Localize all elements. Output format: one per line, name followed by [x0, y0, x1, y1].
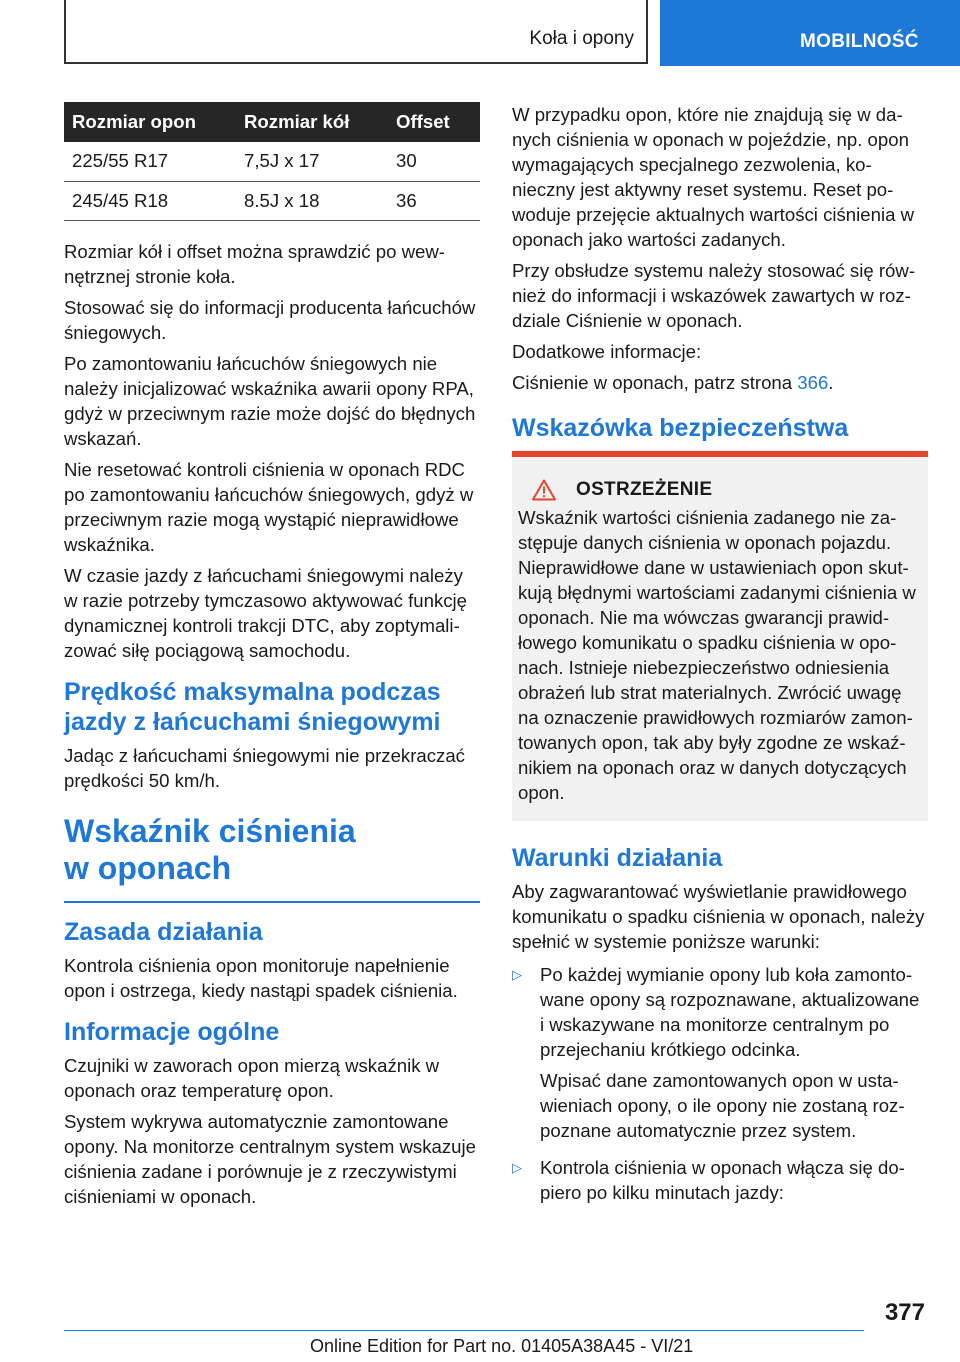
- list-item-subtext: Wpisać dane zamontowanych opon w ustawieniach opony, o ile opony nie zostaną rozpoznane automatycznie przez system.: [540, 1070, 905, 1141]
- heading-divider: [64, 901, 480, 903]
- table-cell: 36: [388, 181, 480, 220]
- chapter-heading: [64, 813, 480, 887]
- table-cell: 7,5J x 17: [236, 142, 388, 181]
- warning-title: OSTRZEŻENIE: [576, 479, 713, 500]
- table-cell: 245/45 R18: [64, 181, 236, 220]
- paragraph: W czasie jazdy z łańcuchami śniegowymi należy w razie potrzeby tymczasowo aktywować funkcję dynamicznej kontroli trakcji DTC, aby zoptymalizować siłę pociągową samochodu.: [64, 564, 468, 661]
- warning-header: [532, 479, 922, 501]
- bullet-arrow-icon: ▷: [512, 967, 522, 982]
- paragraph: Czujniki w zaworach opon mierzą wskaźnik w oponach oraz temperaturę opon.: [64, 1054, 440, 1101]
- paragraph: System wykrywa automatycznie zamontowane opony. Na monitorze centralnym system wskazuje ciśnienia zadane i porównuje je z rzeczywistymi ciśnieniami w oponach.: [64, 1110, 476, 1207]
- paragraph: Przy obsłudze systemu należy stosować się również do informacji i wskazówek zawartych w rozdziale Ciśnienie w oponach.: [512, 260, 916, 331]
- paragraph: Rozmiar kół i offset można sprawdzić po wewnętrznej stronie koła.: [64, 240, 445, 287]
- reference-suffix: .: [828, 372, 834, 393]
- header-section-box: [660, 0, 960, 66]
- reference-text: Ciśnienie w oponach, patrz strona: [512, 372, 798, 393]
- table-cell: 8.5J x 18: [236, 181, 388, 220]
- table-cell: 225/55 R17: [64, 142, 236, 181]
- section-title: MOBILNOŚĆ: [800, 31, 919, 52]
- table-header-cell: Rozmiar opon: [64, 102, 236, 142]
- wheel-size-table: [64, 102, 480, 221]
- bullet-arrow-icon: ▷: [512, 1160, 522, 1175]
- list-item: [512, 1155, 928, 1211]
- heading-safety: Wskazówka bezpieczeństwa: [512, 414, 849, 442]
- paragraph: Aby zagwarantować wyświetlanie prawidłowego komunikatu o spadku ciśnienia w oponach, należy spełnić w systemie poniższe warunki:: [512, 881, 925, 952]
- paragraph: Jadąc z łańcuchami śniegowymi nie przekraczać prędkości 50 km/h.: [64, 744, 465, 791]
- right-column: [512, 102, 928, 1217]
- table-header-cell: Offset: [388, 102, 480, 142]
- list-item-text: Po każdej wymianie opony lub koła zamontowane opony są rozpoznawane, aktualizowane i wskazywane na monitorze centralnym po przejechaniu krótkiego odcinka.: [540, 964, 920, 1060]
- chapter-title: Koła i opony: [529, 28, 634, 49]
- paragraph: Dodatkowe informacje:: [512, 341, 702, 362]
- heading-conditions: Warunki działania: [512, 844, 723, 872]
- chapter-heading-line: w oponach: [64, 849, 232, 886]
- warning-triangle-icon: [532, 479, 556, 501]
- page-reference-link[interactable]: 366: [797, 372, 829, 393]
- heading-principle: Zasada działania: [64, 917, 263, 946]
- warning-text: Wskaźnik wartości ciśnienia zadanego nie zastępuje danych ciśnienia w oponach pojazdu. Nieprawidłowe dane w ustawieniach opon skutkują błędnymi wartościami zadanymi ciśnienia w oponach. Nie ma wówczas gwarancji prawidłowego komunikatu o spadku ciśnienia w oponach. Istnieje niebezpieczeństwo odniesienia obrażeń lub strat materialnych. Zwrócić uwagę na oznaczenie prawidłowych rozmiarów zamontowanych opon, tak aby były zgodne ze wskaźnikiem na oponach oraz w danych dotyczących opon.: [518, 507, 916, 803]
- heading-max-speed: Prędkość maksymalna podczas jazdy z łańcuchami śniegowymi: [64, 677, 441, 736]
- table-row: [64, 181, 480, 220]
- heading-general-info: Informacje ogólne: [64, 1017, 280, 1046]
- list-item-body: [540, 1155, 928, 1211]
- warning-box: [512, 451, 928, 821]
- table-header-cell: Rozmiar kół: [236, 102, 388, 142]
- paragraph: Nie resetować kontroli ciśnienia w oponach RDC po zamontowaniu łańcuchów śniegowych, gdyż w przeciwnym razie mogą wystąpić nieprawidłowe wskaźnika.: [64, 458, 474, 555]
- paragraph: W przypadku opon, które nie znajdują się w danych ciśnienia w oponach w pojeździe, np. opon wymagających specjalnego zezwolenia, konieczny jest aktywny reset systemu. Reset powoduje przejęcie aktualnych wartości ciśnienia w oponach jako wartości zadanych.: [512, 104, 915, 250]
- paragraph: Po zamontowaniu łańcuchów śniegowych nie należy inicjalizować wskaźnika awarii opony RPA, gdyż w przeciwnym razie może dojść do błędnych wskazań.: [64, 352, 476, 449]
- paragraph: [512, 370, 928, 395]
- list-item-text: Kontrola ciśnienia w oponach włącza się dopiero po kilku minutach jazdy:: [540, 1157, 905, 1203]
- table-row: [64, 142, 480, 181]
- chapter-heading-line: Wskaźnik ciśnienia: [64, 812, 356, 849]
- list-item: [512, 962, 928, 1149]
- header-chapter-box: [64, 0, 648, 64]
- paragraph: Kontrola ciśnienia opon monitoruje napełnienie opon i ostrzega, kiedy nastąpi spadek ciśnienia.: [64, 954, 458, 1001]
- list-item-body: [540, 962, 928, 1149]
- footer-edition: Online Edition for Part no. 01405A38A45 - VI/21: [310, 1336, 694, 1356]
- table-header-row: [64, 102, 480, 142]
- page-number: 377: [884, 1299, 925, 1326]
- paragraph: Stosować się do informacji producenta łańcuchów śniegowych.: [64, 296, 476, 343]
- table-cell: 30: [388, 142, 480, 181]
- footer-divider: [64, 1330, 864, 1331]
- left-column: [64, 102, 480, 1215]
